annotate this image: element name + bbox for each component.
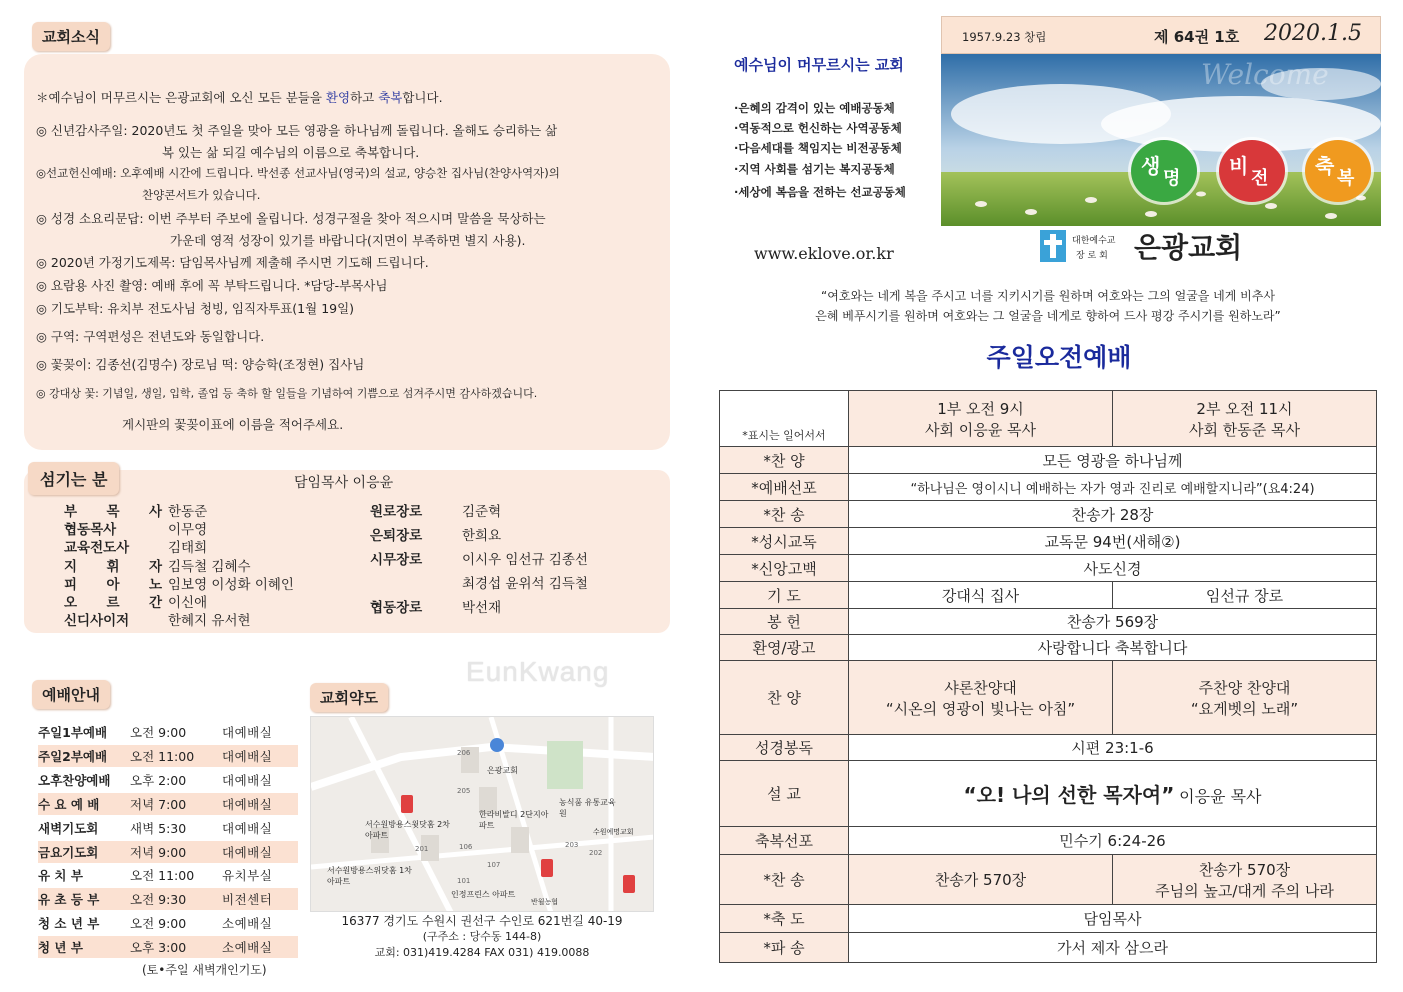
mission-item: ·은혜의 감격이 있는 예배공동체: [734, 101, 895, 115]
news-item: ◎ 요람용 사진 촬영: 예배 후에 꼭 부탁드립니다. *담당-부목사님: [36, 278, 388, 293]
scripture-label: 성경봉독: [720, 735, 849, 761]
map-apt-label: 서수원방용스위닷홈 1차아파트: [327, 866, 412, 886]
service2-leader: 사회 한동준 목사: [1189, 420, 1300, 439]
church-name: 은광교회: [1134, 231, 1243, 264]
news-item: 게시판의 꽃꽂이표에 이름을 적어주세요.: [122, 417, 344, 432]
staff-role: 원로장로: [370, 504, 423, 520]
map-kinder-label: 농식품 유통교육원: [559, 798, 616, 818]
denomination-line2: 장 로 회: [1076, 251, 1108, 261]
staff-section-label: 섬기는 분: [28, 462, 119, 495]
circle-char-a: 생: [1141, 154, 1161, 178]
map-apt-label: 인정프린스 아파트: [451, 890, 516, 899]
staff-role: 교육전도사: [64, 540, 130, 557]
banner-image: [941, 54, 1381, 226]
staff-names: 박선재: [462, 600, 502, 616]
staff-names: 김준혁: [462, 504, 502, 520]
sending-value: 가서 제자 삼으라: [849, 933, 1377, 963]
map-block-label: 202: [589, 849, 603, 857]
staff-names: 임보영 이성화 이혜인: [168, 576, 294, 593]
map-apt-label: 서수원방용스윗닷홈 2차아파트: [365, 820, 450, 840]
staff-names: 최경섭 윤위석 김득철: [462, 576, 588, 592]
news-welcome-word1: 환영: [325, 90, 351, 105]
order-label: *찬 양: [720, 447, 849, 474]
schedule-service: 오후찬양예배: [38, 772, 111, 788]
map-block-label: 205: [457, 787, 471, 795]
staff-role: 피 아 노: [64, 576, 162, 593]
circle-char-b: 복: [1337, 168, 1355, 189]
staff-role: 부 목 사: [64, 504, 162, 520]
staff-entry: [64, 555, 251, 575]
schedule-place: 소예배실: [222, 916, 273, 932]
blessing-verse-line1: “여호와는 네게 복을 주시고 너를 지키시기를 원하며 여호와는 그의 얼굴을 네게 비추사: [821, 289, 1275, 303]
staff-role: 지 휘 자: [64, 558, 162, 575]
sending-label: *파 송: [720, 933, 849, 963]
website-link[interactable]: www.eklove.or.kr: [754, 244, 894, 263]
service-title: 주일오전예배: [986, 343, 1132, 372]
staff-entry: [64, 518, 207, 538]
hymn2-number: 찬송가 570장: [1198, 860, 1291, 879]
staff-role: 신디사이저: [64, 613, 130, 630]
scripture-value: 시편 23:1-6: [849, 735, 1377, 761]
schedule-service: 주일2부예배: [38, 748, 108, 764]
staff-entry: [370, 500, 501, 520]
staff-entry: [64, 591, 207, 611]
schedule-section-label: 예배안내: [32, 680, 110, 709]
staff-entry: [370, 548, 588, 568]
church-map[interactable]: [310, 716, 654, 912]
mission-item: ·지역 사회를 섬기는 복지공동체: [734, 162, 895, 176]
bulletin-date: 2020.1.5: [1264, 21, 1362, 46]
offering-label: 봉 헌: [720, 609, 849, 635]
circle-char-a: 축: [1315, 154, 1335, 178]
staff-names: 이시우 임선규 김종선: [462, 552, 588, 568]
value-circle: [1131, 140, 1197, 202]
circle-char-a: 비: [1229, 154, 1249, 178]
circle-char-b: 명: [1163, 168, 1181, 189]
news-section-label: 교회소식: [32, 22, 110, 51]
choir2-name: 주찬양 찬양대: [1198, 678, 1291, 697]
news-item: ◎ 2020년 가정기도제목: 담임목사님께 제출해 주시면 기도해 드립니다.: [36, 255, 429, 270]
schedule-service: 수 요 예 배: [38, 796, 100, 812]
schedule-time: 오후 3:00: [130, 940, 187, 956]
order-label: *성시교독: [720, 528, 849, 555]
schedule-service: 금요기도회: [38, 844, 99, 860]
banner-watermark: Welcome: [1201, 58, 1329, 91]
schedule-service: 유 치 부: [38, 868, 83, 884]
schedule-row: [38, 817, 298, 839]
staff-role: 협동장로: [370, 600, 423, 616]
eunkwang-watermark: EunKwang: [466, 656, 610, 687]
schedule-row: [38, 841, 298, 863]
schedule-service: 새벽기도회: [38, 820, 99, 836]
order-label: *예배선포: [720, 474, 849, 501]
staff-names: 김태희: [168, 540, 208, 557]
worship-order-table: [719, 390, 1377, 963]
schedule-place: 대예배실: [222, 725, 273, 740]
church-logo-icon: [1040, 230, 1066, 262]
staff-names: 한혜지 유서현: [168, 613, 251, 630]
hymn-service2: [1113, 855, 1377, 905]
news-item: ◎ 기도부탁: 유치부 전도사님 청빙, 임직자투표(1월 19일): [36, 301, 355, 316]
schedule-place: 대예배실: [222, 748, 273, 764]
news-item: ◎ 강대상 꽃: 기념일, 생일, 입학, 졸업 등 축하 할 일들을 기념하여 기쁨으로 섬겨주시면 감사하겠습니다.: [36, 387, 538, 400]
service1-time: 1부 오전 9시: [937, 399, 1024, 418]
choir-service1: [849, 661, 1113, 735]
schedule-note: (토•주일 새벽개인기도): [142, 963, 267, 977]
staff-names: 김득철 김혜수: [168, 558, 251, 575]
order-value: “하나님은 영이시니 예배하는 자가 영과 진리로 예배할지니라”(요4:24): [849, 474, 1377, 501]
schedule-place: 대예배실: [222, 820, 273, 836]
circle-char-b: 전: [1251, 168, 1269, 189]
order-value: 찬송가 28장: [849, 501, 1377, 528]
news-item: ◎ 구역: 구역편성은 전년도와 동일합니다.: [36, 329, 265, 344]
schedule-time: 오전 9:00: [130, 916, 187, 932]
news-item: ◎ 꽃꽂이: 김종선(김명수) 장로님 떡: 양승학(조정현) 집사님: [36, 357, 365, 372]
service1-leader: 사회 이응윤 목사: [925, 420, 1036, 439]
schedule-row: [38, 721, 298, 743]
map-block-label: 206: [457, 749, 471, 757]
church-phone: 교회: 031)419.4284 FAX 031) 419.0088: [374, 946, 590, 959]
map-block-label: 203: [565, 841, 579, 849]
schedule-row: [38, 912, 298, 934]
staff-entry: [64, 609, 251, 629]
choir2-song: “요게벳의 노래”: [1190, 699, 1299, 718]
news-item: ◎선교헌신예배: 오후예배 시간에 드립니다. 박선종 선교사님(영국)의 설교, 양승찬 집사님(찬양사역자)의: [36, 166, 560, 180]
map-apt-label: 한라비발디 2단지아파트: [479, 810, 549, 830]
schedule-row: [38, 864, 298, 886]
staff-entry: [370, 524, 501, 544]
map-section-label: 교회약도: [310, 683, 388, 712]
news-item: 찬양콘서트가 있습니다.: [142, 188, 261, 202]
schedule-service: 청 년 부: [38, 940, 83, 956]
schedule-time: 저녁 9:00: [130, 844, 187, 860]
welcome-label: 환영/광고: [720, 635, 849, 661]
denomination-line1: 대한예수교: [1072, 236, 1116, 246]
senior-pastor: 담임목사 이응윤: [294, 475, 394, 491]
founded-date: 1957.9.23 창립: [962, 30, 1047, 44]
prayer-service2: 임선규 장로: [1113, 582, 1377, 609]
schedule-row: [38, 793, 298, 815]
staff-entry: [64, 536, 207, 556]
schedule-time: 오전 11:00: [130, 748, 195, 764]
benediction-value: 담임목사: [849, 905, 1377, 933]
news-welcome-prefix: ＊예수님이 머무르시는 은광교회에 오신 모든 분들을: [36, 90, 326, 105]
sermon-label: 설 교: [720, 761, 849, 827]
service2-time: 2부 오전 11시: [1196, 399, 1293, 418]
service2-header: [1113, 391, 1377, 447]
church-slogan: 예수님이 머무르시는 교회: [734, 56, 904, 74]
map-block-label: 107: [487, 861, 501, 869]
benediction-label: *축 도: [720, 905, 849, 933]
staff-entry: [370, 596, 501, 616]
order-value: 사도신경: [849, 555, 1377, 582]
value-circle: [1305, 140, 1371, 202]
blessing-verse-line2: 은혜 베푸시기를 원하며 여호와는 그 얼굴을 네게로 향하여 드사 평강 주시기를 원하노라”: [815, 309, 1281, 323]
schedule-time: 오전 11:00: [130, 868, 195, 884]
news-item: 가운데 영적 성장이 있기를 바랍니다(지면이 부족하면 별지 사용).: [170, 233, 526, 248]
mission-item: ·다음세대를 책임지는 비전공동체: [734, 141, 902, 155]
schedule-place: 대예배실: [222, 772, 273, 788]
hymn-service1: 찬송가 570장: [849, 855, 1113, 905]
staff-entry: [370, 572, 588, 592]
staff-role: 시무장로: [370, 552, 423, 568]
staff-role: 은퇴장로: [370, 528, 423, 544]
staff-role: 협동목사: [64, 522, 117, 539]
schedule-time: 새벽 5:30: [130, 820, 187, 836]
map-block-label: 101: [457, 877, 471, 885]
choir-service2: [1113, 661, 1377, 735]
schedule-place: 대예배실: [222, 844, 273, 860]
blessing-value: 민수기 6:24-26: [849, 827, 1377, 855]
choir-label: 찬 양: [720, 661, 849, 735]
hymn2-title: 주님의 높고/대게 주의 나라: [1155, 881, 1334, 900]
schedule-time: 오전 9:30: [130, 892, 187, 908]
choir1-song: “시온의 영광이 빛나는 아침”: [885, 699, 1076, 718]
staff-entry: [64, 500, 207, 520]
order-value: 모든 영광을 하나님께: [849, 447, 1377, 474]
mission-item: ·역동적으로 헌신하는 사역공동체: [734, 121, 902, 135]
schedule-place: 비전센터: [222, 892, 273, 908]
schedule-place: 소예배실: [222, 940, 273, 956]
masthead: [941, 16, 1381, 54]
order-label: *찬 송: [720, 501, 849, 528]
news-item: ◎ 성경 소요리문답: 이번 주부터 주보에 올립니다. 성경구절을 찾아 적으시며 말씀을 묵상하는: [36, 211, 546, 226]
volume-number: 제 64권 1호: [1154, 28, 1240, 46]
news-welcome-word2: 축복: [378, 90, 403, 105]
schedule-place: 대예배실: [222, 796, 273, 812]
schedule-service: 유 초 등 부: [38, 892, 100, 908]
order-value: 교독문 94번(새해②): [849, 528, 1377, 555]
map-block-label: 106: [459, 843, 473, 851]
value-circle: [1219, 140, 1285, 202]
staff-role: 오 르 간: [64, 595, 162, 611]
standing-note: *표시는 일어서서: [720, 391, 849, 447]
church-address: 16377 경기도 수원시 권선구 수인로 621번길 40-19: [341, 914, 623, 928]
staff-names: 이신애: [168, 595, 208, 611]
news-welcome-mid: 하고: [350, 90, 379, 105]
schedule-time: 저녁 7:00: [130, 796, 187, 812]
order-label: *신앙고백: [720, 555, 849, 582]
sermon-value: [849, 761, 1377, 827]
news-welcome-suffix: 합니다.: [402, 90, 443, 105]
staff-names: 한동준: [168, 504, 208, 520]
schedule-time: 오후 2:00: [130, 772, 187, 788]
hymn-label: *찬 송: [720, 855, 849, 905]
news-item: ◎ 신년감사주일: 2020년도 첫 주일을 맞아 모든 영광을 하나님께 돌립니다. 올해도 승리하는 삶: [36, 123, 558, 138]
blessing-label: 축복선포: [720, 827, 849, 855]
schedule-row: [38, 936, 298, 958]
schedule-row: [38, 745, 298, 767]
schedule-service: 주일1부예배: [38, 725, 108, 740]
sermon-title: “오! 나의 선한 목자여”: [963, 783, 1175, 807]
schedule-place: 유치부실: [222, 868, 273, 884]
news-item: 복 있는 삶 되길 예수님의 이름으로 축복합니다.: [162, 145, 420, 160]
old-address: (구주소 : 당수동 144-8): [422, 930, 542, 943]
staff-names: 한희요: [462, 528, 502, 544]
schedule-service: 청 소 년 부: [38, 916, 100, 932]
sermon-preacher: 이응윤 목사: [1179, 787, 1262, 806]
map-church-label: 은광교회: [487, 766, 518, 775]
news-welcome: [36, 88, 443, 106]
prayer-label: 기 도: [720, 582, 849, 609]
map-block-label: 201: [415, 845, 429, 853]
schedule-row: [38, 888, 298, 910]
mission-item: ·세상에 복음을 전하는 선교공동체: [734, 185, 906, 199]
schedule-row: [38, 769, 298, 791]
map-bank-label: 반월농협: [531, 898, 559, 906]
schedule-time: 오전 9:00: [130, 725, 187, 740]
staff-names: 이무영: [168, 522, 208, 539]
welcome-value: 사랑합니다 축복합니다: [849, 635, 1377, 661]
offering-value: 찬송가 569장: [849, 609, 1377, 635]
service1-header: [849, 391, 1113, 447]
map-school-label: 수원예명교회: [593, 828, 634, 836]
staff-entry: [64, 573, 294, 593]
choir1-name: 샤론찬양대: [944, 678, 1017, 697]
prayer-service1: 강대식 집사: [849, 582, 1113, 609]
